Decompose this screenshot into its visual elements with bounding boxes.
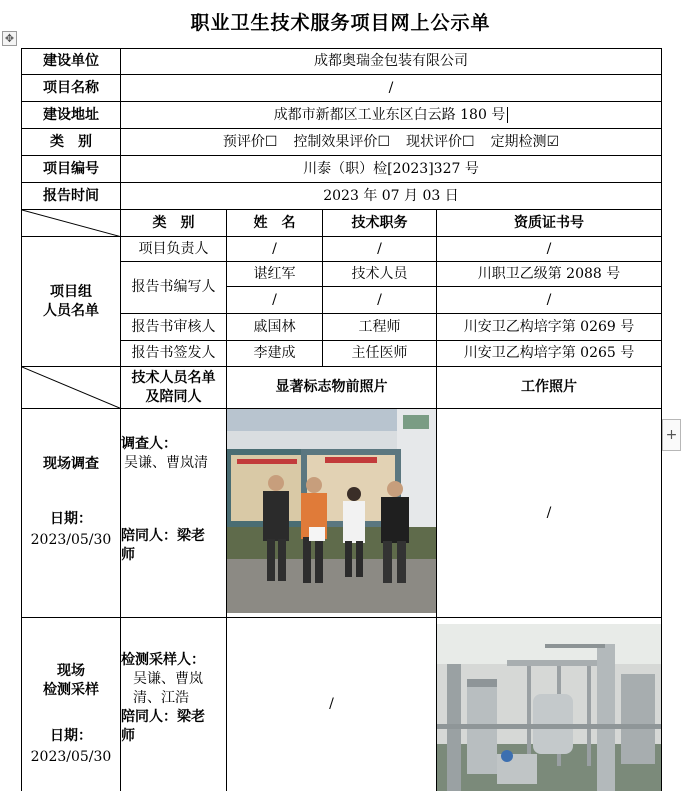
- table-cell: /: [227, 287, 323, 314]
- survey-staff-cell: [121, 409, 227, 618]
- companion-label: 陪同人：梁老: [121, 528, 205, 544]
- companion-label: 陪同人：梁老: [121, 709, 205, 725]
- role-report-reviewer: 报告书审核人: [121, 314, 227, 341]
- sampler-label: 检测采样人：: [121, 652, 205, 668]
- option-control-effect-evaluation: 控制效果评价☐: [293, 133, 390, 150]
- category-options: [121, 129, 662, 156]
- diagonal-header-cell: [21, 210, 121, 237]
- project-group-label: 项目组 人员名单: [21, 237, 121, 367]
- header-name: 姓 名: [227, 210, 323, 237]
- checkbox-unchecked-icon[interactable]: ☐: [264, 133, 278, 150]
- report-time-label: 报告时间: [21, 183, 121, 210]
- sampling-label-cell: [21, 618, 121, 791]
- table-cell: 戚国林: [227, 314, 323, 341]
- address-label: 建设地址: [21, 102, 121, 129]
- sampling-staff-cell: [121, 618, 227, 791]
- survey-date: 2023/05/30: [30, 532, 112, 548]
- sampling-date: 2023/05/30: [30, 749, 112, 765]
- table-move-handle-icon[interactable]: ✥: [2, 31, 17, 46]
- landmark-photo: [227, 409, 436, 613]
- survey-label-cell: [21, 409, 121, 618]
- diagonal-header-cell: [21, 367, 121, 409]
- header-title: 技术职务: [323, 210, 437, 237]
- sampling-landmark-photo-cell: /: [227, 618, 437, 791]
- table-cell: 主任医师: [323, 341, 437, 367]
- header-category: 类 别: [121, 210, 227, 237]
- header-work-photo: 工作照片: [437, 367, 662, 409]
- text-cursor: [507, 107, 508, 123]
- add-column-icon[interactable]: +: [662, 419, 681, 451]
- investigator-label: 调查人：: [121, 436, 177, 452]
- landmark-photo-cell: [227, 409, 437, 618]
- table-cell: 川安卫乙构培字第 0265 号: [437, 341, 662, 367]
- project-name-label: 项目名称: [21, 75, 121, 102]
- header-landmark-photo: 显著标志物前照片: [227, 367, 437, 409]
- checkbox-checked-icon[interactable]: ☑: [546, 133, 560, 150]
- address-text: 成都市新都区工业东区白云路 180 号: [273, 106, 506, 123]
- option-pre-evaluation: 预评价☐: [222, 133, 278, 150]
- project-number-label: 项目编号: [21, 156, 121, 183]
- project-name-value: /: [121, 75, 662, 102]
- construction-unit-label: 建设单位: [21, 48, 121, 75]
- sampling-label-line1: 现场: [57, 663, 85, 679]
- work-photo: [437, 624, 661, 791]
- page-title: 职业卫生技术服务项目网上公示单: [190, 12, 491, 34]
- checkbox-unchecked-icon[interactable]: ☐: [462, 133, 475, 150]
- report-time-value: 2023 年 07 月 03 日: [121, 183, 662, 210]
- table-cell: 川安卫乙构培字第 0269 号: [437, 314, 662, 341]
- option-periodic-testing: 定期检测☑: [490, 133, 560, 150]
- investigators: 吴谦、曹岚清: [124, 455, 208, 471]
- header-staff-and-companion: 技术人员名单 及陪同人: [121, 367, 227, 409]
- table-cell: 李建成: [227, 341, 323, 367]
- table-cell: /: [227, 237, 323, 262]
- sampling-work-photo-cell: [437, 618, 662, 791]
- table-cell: 川职卫乙级第 2088 号: [437, 262, 662, 287]
- table-cell: /: [437, 287, 662, 314]
- table-cell: /: [323, 287, 437, 314]
- address-value: [121, 102, 662, 129]
- role-project-leader: 项目负责人: [121, 237, 227, 262]
- companion-tail: 师: [121, 728, 135, 744]
- role-report-writer: 报告书编写人: [121, 262, 227, 314]
- survey-label: 现场调查: [43, 456, 99, 472]
- samplers-line2: 清、江浩: [133, 690, 189, 706]
- checkbox-unchecked-icon[interactable]: ☐: [377, 133, 390, 150]
- category-label: 类 别: [21, 129, 121, 156]
- sampling-label-line2: 检测采样: [43, 682, 99, 698]
- role-report-issuer: 报告书签发人: [121, 341, 227, 367]
- table-cell: /: [437, 237, 662, 262]
- construction-unit-value: 成都奥瑞金包装有限公司: [121, 48, 662, 75]
- header-certificate: 资质证书号: [437, 210, 662, 237]
- option-status-evaluation: 现状评价☐: [406, 133, 475, 150]
- sampling-date-label: 日期：: [50, 728, 92, 744]
- companion-tail: 师: [121, 547, 135, 563]
- samplers-line1: 吴谦、曹岚: [133, 671, 203, 687]
- project-number-value: 川泰（职）检[2023]327 号: [121, 156, 662, 183]
- survey-date-label: 日期：: [50, 511, 92, 527]
- table-cell: /: [323, 237, 437, 262]
- survey-work-photo-cell: /: [437, 409, 662, 618]
- table-cell: 技术人员: [323, 262, 437, 287]
- table-cell: 工程师: [323, 314, 437, 341]
- table-cell: 谌红军: [227, 262, 323, 287]
